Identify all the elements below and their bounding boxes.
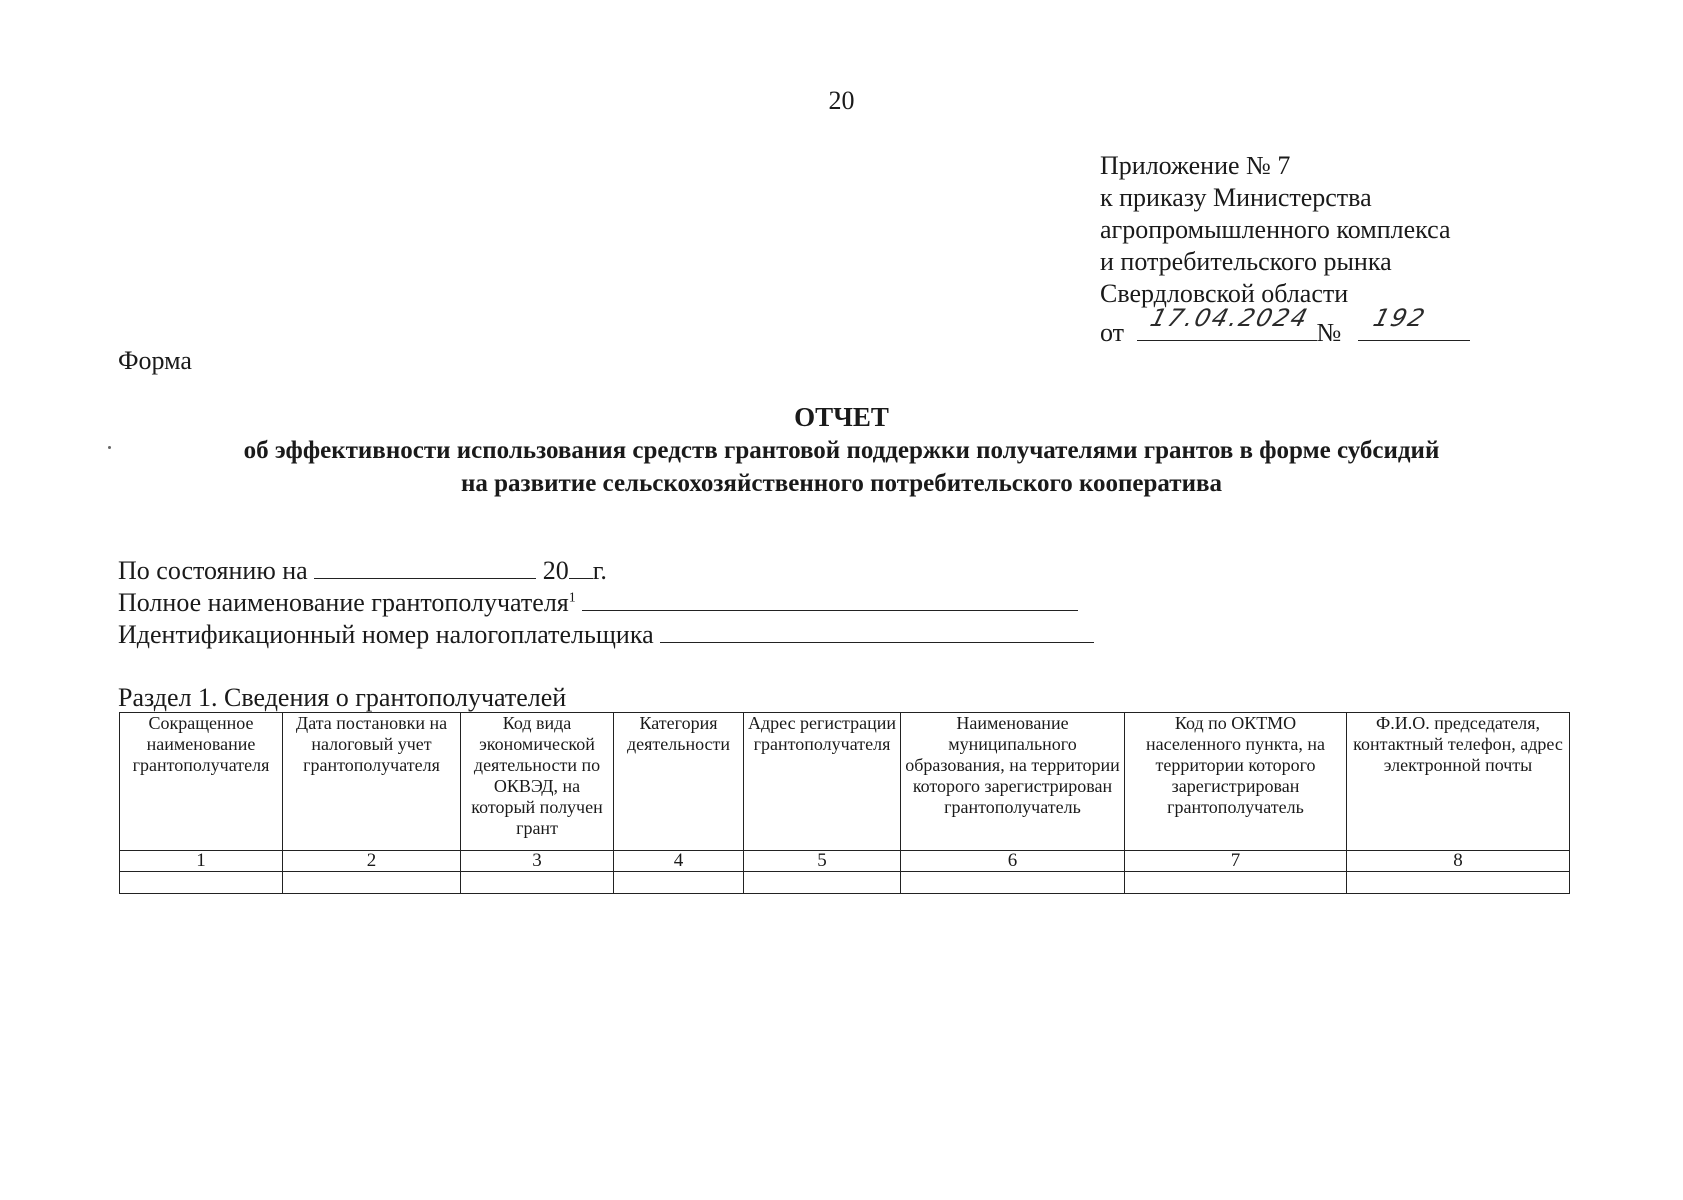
appendix-block bbox=[1100, 150, 1470, 349]
table-cell[interactable] bbox=[1347, 872, 1570, 894]
page-number: 20 bbox=[828, 86, 855, 115]
full-name-footnote: 1 bbox=[568, 590, 576, 606]
header-cell-short-name: Сокращенное наименование грантополучателя bbox=[120, 713, 283, 851]
column-number: 6 bbox=[901, 851, 1125, 872]
report-subtitle bbox=[0, 434, 1683, 500]
header-cell-municipality: Наименование муниципального образования, на территории которого зарегистрирован грантополучатель bbox=[901, 713, 1125, 851]
as-of-date-input-line[interactable] bbox=[314, 556, 536, 579]
inn-label: Идентификационный номер налогоплательщика bbox=[118, 620, 654, 649]
subtitle-line-1: об эффективности использования средств грантовой поддержки получателями грантов в форме субсидий bbox=[243, 437, 1440, 464]
table-cell[interactable] bbox=[901, 872, 1125, 894]
header-cell-okved-code: Код вида экономической деятельности по ОКВЭД, на который получен грант bbox=[461, 713, 614, 851]
as-of-label: По состоянию на bbox=[118, 556, 308, 585]
appendix-line-5: Свердловской области bbox=[1100, 279, 1349, 308]
report-title: ОТЧЕТ bbox=[794, 402, 889, 432]
appendix-date-line bbox=[1100, 304, 1470, 349]
form-label: Форма bbox=[118, 346, 192, 375]
date-signature-line bbox=[1137, 304, 1317, 341]
date-prefix: от bbox=[1100, 318, 1125, 347]
section-1-title: Раздел 1. Сведения о грантополучателей bbox=[118, 683, 567, 712]
number-signature-line bbox=[1358, 304, 1470, 341]
table-header-row bbox=[120, 713, 1570, 851]
table-cell[interactable] bbox=[614, 872, 744, 894]
as-of-date-field bbox=[118, 556, 607, 586]
full-name-field bbox=[118, 588, 1078, 618]
appendix-line-1: Приложение № 7 bbox=[1100, 151, 1291, 180]
column-number: 8 bbox=[1347, 851, 1570, 872]
subtitle-line-2: на развитие сельскохозяйственного потребительского кооператива bbox=[461, 470, 1222, 497]
appendix-line-2: к приказу Министерства bbox=[1100, 183, 1372, 212]
header-cell-activity-category: Категория деятельности bbox=[614, 713, 744, 851]
table-row bbox=[120, 872, 1570, 894]
full-name-label: Полное наименование грантополучателя bbox=[118, 588, 569, 617]
grant-recipients-table bbox=[119, 712, 1570, 894]
header-cell-chairman-contacts: Ф.И.О. председателя, контактный телефон, адрес электронной почты bbox=[1347, 713, 1570, 851]
appendix-line-4: и потребительского рынка bbox=[1100, 247, 1392, 276]
column-number: 2 bbox=[283, 851, 461, 872]
year-prefix: 20 bbox=[542, 556, 569, 585]
handwritten-date: 17.04.2024 bbox=[1146, 304, 1312, 332]
number-sign: № bbox=[1316, 318, 1342, 347]
column-number: 1 bbox=[120, 851, 283, 872]
inn-field bbox=[118, 620, 1094, 650]
column-number: 7 bbox=[1125, 851, 1347, 872]
column-number-row bbox=[120, 851, 1570, 872]
column-number: 3 bbox=[461, 851, 614, 872]
column-number: 5 bbox=[744, 851, 901, 872]
handwritten-number: 192 bbox=[1370, 304, 1430, 332]
inn-input-line[interactable] bbox=[660, 620, 1094, 643]
column-number: 4 bbox=[614, 851, 744, 872]
scan-speck bbox=[108, 446, 111, 449]
header-cell-address: Адрес регистрации грантополучателя bbox=[744, 713, 901, 851]
header-cell-oktmo-code: Код по ОКТМО населенного пункта, на территории которого зарегистрирован грантополучатель bbox=[1125, 713, 1347, 851]
full-name-input-line[interactable] bbox=[582, 588, 1078, 611]
year-suffix: г. bbox=[592, 556, 607, 585]
header-cell-registration-date: Дата постановки на налоговый учет грантополучателя bbox=[283, 713, 461, 851]
appendix-line-3: агропромышленного комплекса bbox=[1100, 215, 1451, 244]
year-input-line[interactable] bbox=[569, 556, 593, 579]
table-cell[interactable] bbox=[283, 872, 461, 894]
table-cell[interactable] bbox=[461, 872, 614, 894]
table-cell[interactable] bbox=[744, 872, 901, 894]
table-cell[interactable] bbox=[120, 872, 283, 894]
table-cell[interactable] bbox=[1125, 872, 1347, 894]
